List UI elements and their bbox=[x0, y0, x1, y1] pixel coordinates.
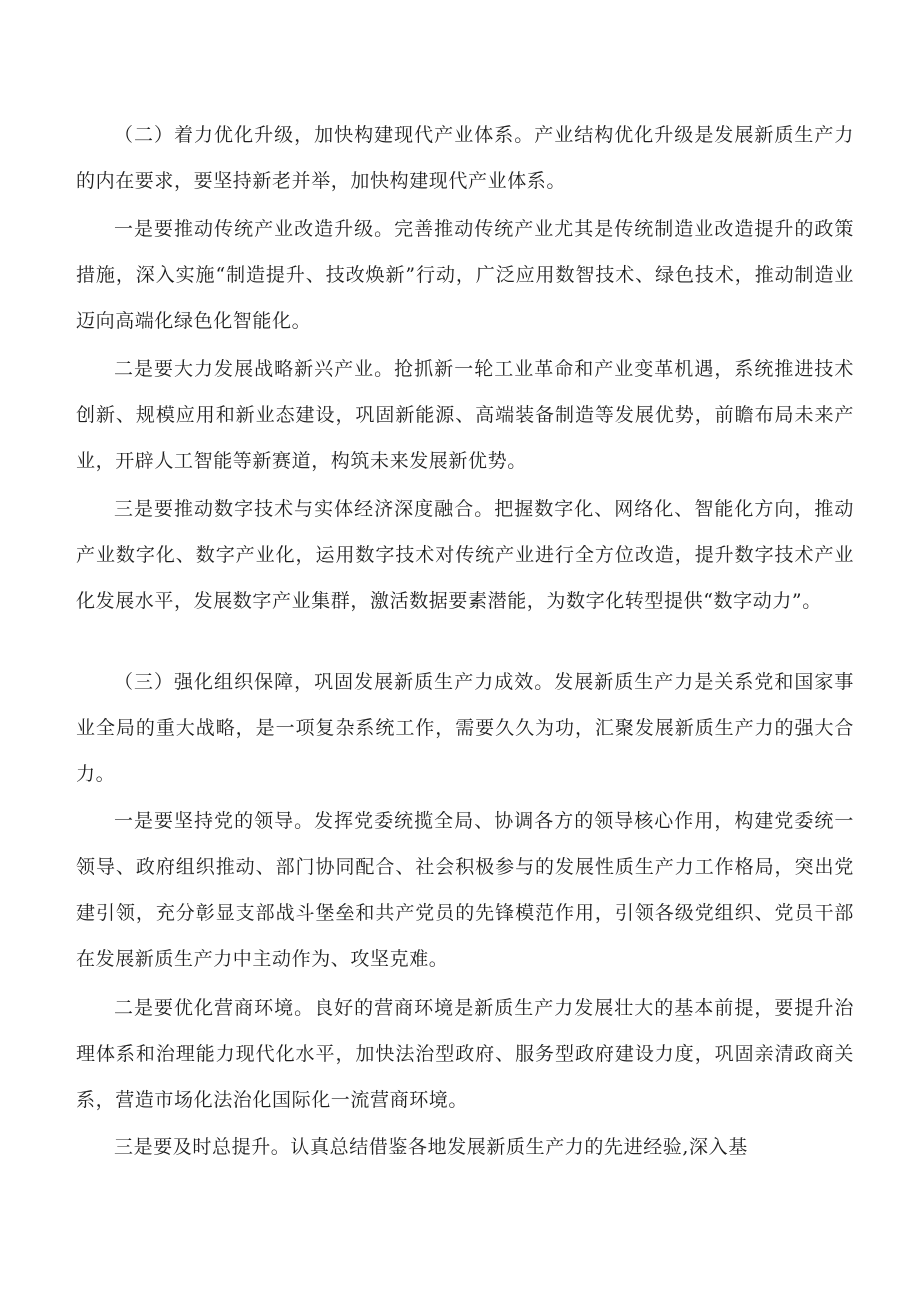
paragraph-business-environment: 二是要优化营商环境。良好的营商环境是新质生产力发展壮大的基本前提，要提升治理体系和治理能力现代化水平，加快法治型政府、服务型政府建设力度，巩固亲清政商关系，营造市场化法治化国际化一流营商环境。 bbox=[76, 997, 854, 1111]
paragraph-digital-integration: 三是要推动数字技术与实体经济深度融合。把握数字化、网络化、智能化方向，推动产业数字化、数字产业化，运用数字技术对传统产业进行全方位改造，提升数字技术产业化发展水平，发展数字产业集群，激活数据要素潜能，为数字化转型提供“数字动力”。 bbox=[76, 498, 854, 612]
paragraph-organizational-guarantee: （三）强化组织保障，巩固发展新质生产力成效。发展新质生产力是关系党和国家事业全局的重大战略，是一项复杂系统工作，需要久久为功，汇聚发展新质生产力的强大合力。 bbox=[76, 671, 854, 785]
paragraph-summary-improvement: 三是要及时总提升。认真总结借鉴各地发展新质生产力的先进经验,深入基 bbox=[114, 1136, 748, 1158]
paragraph-party-leadership: 一是要坚持党的领导。发挥党委统揽全局、协调各方的领导核心作用，构建党委统一领导、政府组织推动、部门协同配合、社会积极参与的发展性质生产力工作格局，突出党建引领，充分彰显支部战斗堡垒和共产党员的先锋模范作用，引领各级党组织、党员干部在发展新质生产力中主动作为、攻坚克难。 bbox=[76, 810, 854, 970]
paragraph-strategic-emerging-industries: 二是要大力发展战略新兴产业。抢抓新一轮工业革命和产业变革机遇，系统推进技术创新、规模应用和新业态建设，巩固新能源、高端装备制造等发展优势，前瞻布局未来产业，开辟人工智能等新赛道，构筑未来发展新优势。 bbox=[76, 358, 854, 472]
paragraph-industrial-system: （二）着力优化升级，加快构建现代产业体系。产业结构优化升级是发展新质生产力的内在要求，要坚持新老并举，加快构建现代产业体系。 bbox=[76, 124, 854, 192]
paragraph-traditional-industry-upgrade: 一是要推动传统产业改造升级。完善推动传统产业尤其是传统制造业改造提升的政策措施，深入实施“制造提升、技改焕新”行动，广泛应用数智技术、绿色技术，推动制造业迈向高端化绿色化智能化。 bbox=[76, 218, 854, 332]
